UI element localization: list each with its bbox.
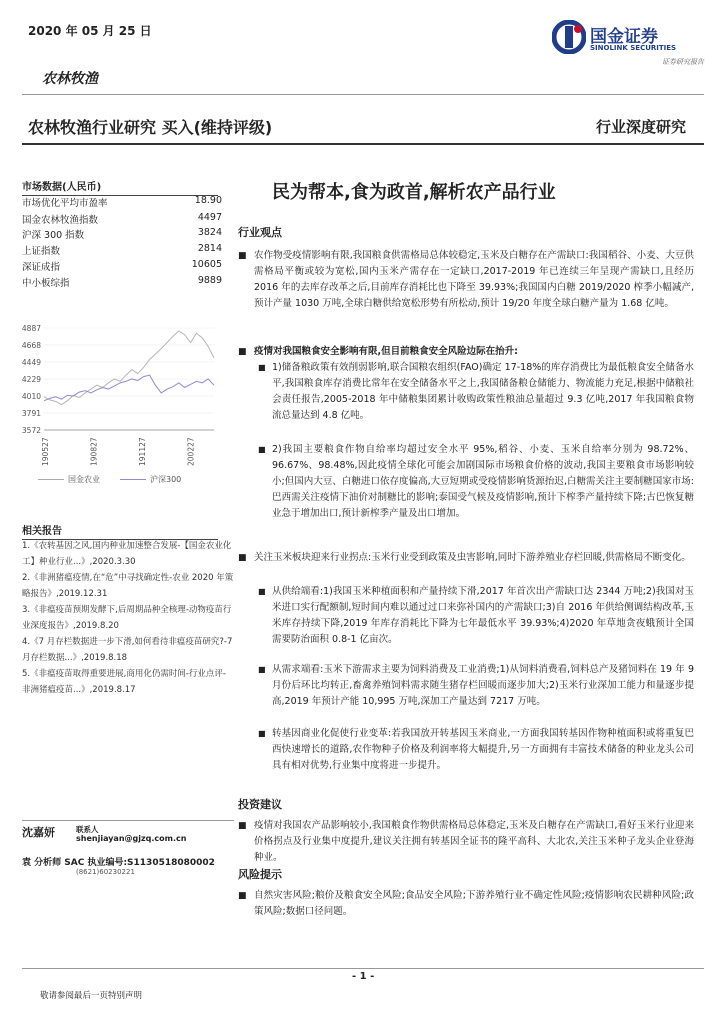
- market-data-title: 市场数据(人民币): [22, 178, 218, 196]
- x-tick-label: 191127: [138, 437, 148, 466]
- bullet-icon: ■: [238, 251, 247, 261]
- related-report-item[interactable]: 4.《7 月存栏数据进一步下滑,如何看待非瘟疫苗研究?-7 月存栏数据...》,2019.8.18: [22, 637, 233, 663]
- report-date: 2020 年 05 月 25 日: [28, 24, 152, 38]
- series-line-1: [44, 331, 214, 405]
- bullet-icon: ■: [258, 445, 266, 454]
- market-row: 深证成指 10605: [22, 259, 222, 273]
- disclaimer: 敬请参阅最后一页特别声明: [40, 991, 143, 1001]
- y-tick-label: 4668: [21, 340, 41, 350]
- market-row: 上证指数 2814: [22, 243, 222, 257]
- y-tick-label: 3572: [21, 426, 41, 435]
- analyst-email[interactable]: shenjiayan@gjzq.com.cn: [76, 834, 187, 843]
- header-divider: [22, 94, 704, 95]
- legend-item-1: 国金农业: [38, 474, 100, 485]
- report-heading: 农林牧渔行业研究 买入(维持评级): [28, 118, 273, 137]
- bullet-icon: ■: [238, 821, 247, 831]
- chart-legend: [38, 474, 181, 485]
- logo-subtitle: 证券研究报告: [662, 58, 704, 66]
- related-reports-title: 相关报告: [22, 522, 218, 540]
- footer-divider: [22, 968, 704, 969]
- analyst-name: 沈嘉妍: [22, 826, 55, 839]
- y-tick-label: 4449: [21, 357, 41, 367]
- bullet-icon: ■: [258, 587, 266, 596]
- logo-text-en: SINOLINK SECURITIES: [590, 44, 677, 52]
- related-report-item[interactable]: 1.《农转基因之风,国内种业加速整合发展-【国金农业化工】种业行业...》,2020.3.30: [22, 541, 232, 567]
- sub-paragraph: ■ 转基因商业化促使行业变革:若我国放开转基因玉米商业,一方面我国转基因作物种植面积或将重复巴西快速增长的道路,农作物种子价格及利润率将大幅提升,另一方面拥有丰富技术储备的种业龙头公司具有相对优势,行业集中度将进一步提升。: [258, 728, 694, 771]
- y-tick-label: 4010: [21, 392, 41, 402]
- logo-text-cn: 国金证券: [590, 27, 658, 47]
- paragraph: ■ 自然灾害风险;粮价及粮食安全风险;食品安全风险;下游养殖行业不确定性风险;疫情影响农民耕种风险;政策风险;数据口径问题。: [238, 890, 694, 917]
- y-tick-label: 4229: [21, 375, 41, 385]
- analyst-phone: (8621)60230221: [76, 868, 135, 876]
- market-row: 沪深 300 指数 3824: [22, 227, 222, 241]
- bullet-icon: ■: [238, 553, 247, 563]
- bullet-icon: ■: [258, 665, 266, 674]
- related-report-item[interactable]: 2.《非洲猪瘟疫情,在“危”中寻找确定性-农业 2020 年策略报告》,2019.12.31: [22, 573, 234, 599]
- analyst-2: 袁 分析师 SAC 执业编号:S1130518080002: [22, 858, 215, 867]
- market-row: 市场优化平均市盈率 18.90: [22, 195, 222, 209]
- market-row: 中小板综指 9889: [22, 275, 222, 289]
- sub-paragraph: ■ 1)储备粮政策有效削弱影响,联合国粮农组织(FAO)确定 17-18%的库存消费比为最低粮食安全储备水平,我国粮食库存消费比常年在安全储备水平之上,我国储备粮仓储能力、物流能力充足,根据中储粮社会责任报告,2005-2018 年中储粮集团累计收购政策性粮油总量超过 9.3 亿吨,2017 年我国粮食物流总量达到 4.8 亿吨。: [258, 362, 694, 421]
- market-row: 国金农林牧渔指数 4497: [22, 212, 222, 226]
- paragraph: ■ 农作物受疫情影响有限,我国粮食供需格局总体较稳定,玉米及白糖存在产需缺口:我国稻谷、小麦、大豆供需格局平衡或较为宽松,国内玉米产需存在一定缺口,2017-2019 年已连续三年呈现产需缺口,且经历 2016 年的去库存改革之后,目前库存消耗比也下降至 39.93%;我国国内白糖 2019/2020 榨季小幅减产,预计产量 1030 万吨,全球白糖供给宽松形势有所松动,预计 19/20 年度全球白糖产量为 1.68 亿吨。: [238, 250, 694, 309]
- main-title: 民为帮本,食为政首,解析农产品行业: [272, 182, 556, 203]
- x-tick-label: 200227: [186, 437, 196, 466]
- y-tick-label: 3791: [21, 409, 41, 419]
- paragraph: ■ 疫情对我国粮食安全影响有限,但目前粮食安全风险边际在抬升:: [254, 344, 694, 360]
- bullet-icon: ■: [238, 891, 247, 901]
- page-number: - 1 -: [352, 971, 375, 982]
- x-tick-label: 190527: [41, 437, 50, 466]
- bullet-icon: ■: [258, 363, 266, 372]
- logo-mark-icon: [552, 20, 586, 54]
- related-report-item[interactable]: 3.《非瘟疫苗预期发酵下,后周期品种全核理-动物疫苗行业深度报告》,2019.8.20: [22, 605, 232, 631]
- analyst-divider: [22, 820, 234, 821]
- sub-paragraph: ■ 2)我国主要粮食作物自给率均超过安全水平 95%,稻谷、小麦、玉米自给率分别为 98.72%、96.67%、98.48%,因此疫情全球化可能会加剧国际市场粮食价格的波动,我国主要粮食市场影响较小;但国内大豆、白糖进口依存度偏高,大豆短期或受疫情影响货源抬迟,白糖需关注主要制糖国家市场:巴西需关注疫情下油价对制糖比的影响;泰国受气候及疫情影响,预计下榨季产量持续下降;古巴恢复糖业急于增加出口,预计新榨季产量及出口增加。: [258, 444, 694, 519]
- legend-item-2: 沪深300: [120, 474, 181, 485]
- report-type: 行业深度研究: [595, 118, 686, 136]
- section-heading: 风险提示: [238, 868, 282, 881]
- section-heading: 投资建议: [238, 798, 282, 811]
- related-report-item[interactable]: 5.《非瘟疫苗取得重要进展,商用化仍需时间-行业点评-非洲猪瘟疫苗...》,2019.8.17: [22, 669, 226, 695]
- paragraph: ■ 疫情对我国农产品影响较小,我国粮食作物供需格局总体稳定,玉米及白糖存在产需缺口,看好玉米行业迎来价格拐点及行业集中度提升,建议关注拥有转基因全证书的隆平高科、大北农,关注玉米种子龙头企业登海种业。: [238, 820, 694, 863]
- section-heading: 行业观点: [238, 226, 282, 239]
- analyst-role: 联系人: [76, 825, 99, 834]
- header-divider-thick: [22, 143, 704, 145]
- y-tick-label: 4887: [21, 324, 41, 333]
- index-chart: [18, 318, 224, 493]
- sub-paragraph: ■ 从供给端看:1)我国玉米种植面积和产量持续下滑,2017 年首次出产需缺口达 2344 万吨;2)我国对玉米进口实行配额制,短时间内难以通过过口来弥补国内的产需缺口;3)自 2016 年供给侧调结构改革,玉米库存持续下降,2019 年库存消耗比下降为七年最低水平 39.93%;4)2020 年草地贪夜蛾预计全国需要防治面积 0.8-1 亿亩次。: [258, 586, 694, 645]
- x-tick-label: 190827: [89, 437, 99, 466]
- sector-label: 农林牧渔: [42, 71, 98, 87]
- bullet-icon: ■: [258, 729, 266, 738]
- bullet-icon: ■: [238, 347, 247, 357]
- paragraph: ■ 关注玉米板块迎来行业拐点:玉米行业受到政策及虫害影响,同时下游养殖业存栏回暖,供需格局不断变化。: [254, 550, 694, 566]
- sub-paragraph: ■ 从需求端看:玉米下游需求主要为饲料消费及工业消费;1)从饲料消费看,饲料总产及猪饲料在 19 年 9 月份后环比均转正,畜禽养殖饲料需求随生猪存栏回暖而逐步加大;2)玉米行业深加工能力和量逐步提高,2019 年预计产能 10,995 万吨,深加工产量达到 7217 万吨。: [258, 664, 694, 707]
